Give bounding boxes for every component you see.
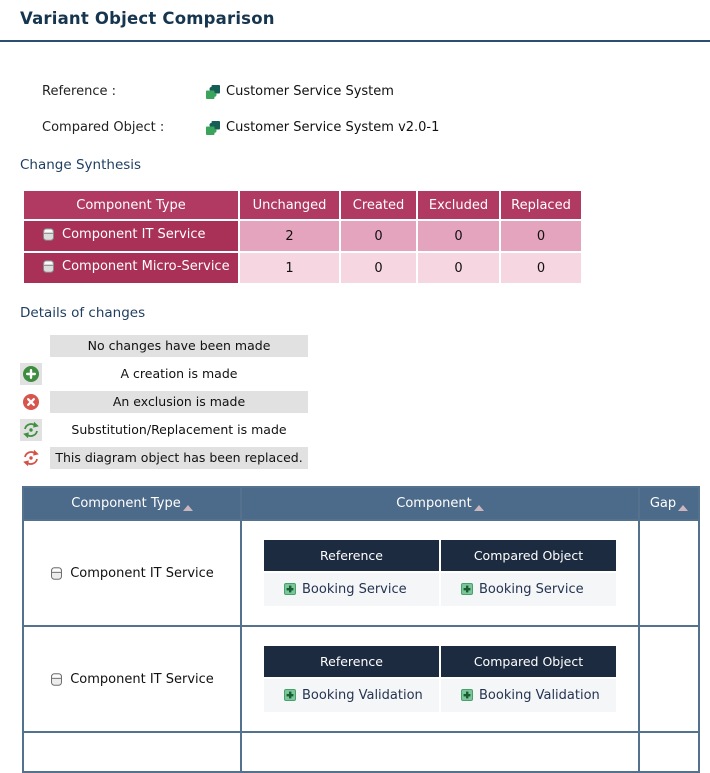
comparison-header-row xyxy=(23,487,699,520)
synth-col-created: Created xyxy=(341,191,416,219)
reference-subheader: Reference xyxy=(264,540,439,571)
reference-subheader: Reference xyxy=(264,646,439,677)
change-synthesis-heading: Change Synthesis xyxy=(20,157,142,173)
row-type-label: Component IT Service xyxy=(70,671,214,687)
excluded-count: 0 xyxy=(418,253,499,283)
legend-label: Substitution/Replacement is made xyxy=(71,422,287,437)
excluded-count: 0 xyxy=(418,221,499,251)
unchanged-count: 1 xyxy=(240,253,339,283)
table-row xyxy=(23,732,699,772)
compared-object-name: Booking Validation xyxy=(479,687,600,703)
list-item xyxy=(20,447,710,469)
sort-component-type-header[interactable]: Component Type xyxy=(23,487,241,520)
table-row xyxy=(23,626,699,732)
compared-object-subheader: Compared Object xyxy=(441,540,616,571)
row-type-label: Component IT Service xyxy=(62,227,206,242)
reference-object-name: Booking Validation xyxy=(302,687,423,703)
comparison-table xyxy=(22,486,700,773)
replaced-count: 0 xyxy=(501,221,581,251)
ref-compared-subtable xyxy=(262,538,618,608)
created-count: 0 xyxy=(341,221,416,251)
created-count: 0 xyxy=(341,253,416,283)
sort-up-icon xyxy=(678,505,688,511)
title-bar xyxy=(0,0,710,42)
sort-up-icon xyxy=(183,505,193,511)
change-synthesis-table xyxy=(22,189,583,285)
replace-red-icon xyxy=(20,447,42,469)
compared-object-subheader: Compared Object xyxy=(441,646,616,677)
variant-object-icon xyxy=(205,84,221,100)
gap-cell xyxy=(639,520,699,626)
service-object-icon xyxy=(461,583,473,595)
legend-label: No changes have been made xyxy=(50,335,308,357)
synth-col-excluded: Excluded xyxy=(418,191,499,219)
variant-object-icon xyxy=(205,120,221,136)
reference-row xyxy=(42,82,710,101)
change-legend xyxy=(20,335,710,469)
compared-object-name: Booking Service xyxy=(479,581,584,597)
component-icon xyxy=(42,260,55,273)
legend-label: An exclusion is made xyxy=(50,391,308,413)
row-type-label: Component IT Service xyxy=(70,565,214,581)
page-title: Variant Object Comparison xyxy=(20,9,275,28)
component-icon xyxy=(50,567,63,580)
legend-label: This diagram object has been replaced. xyxy=(50,447,308,469)
component-icon xyxy=(50,673,63,686)
details-of-changes-heading: Details of changes xyxy=(20,305,146,321)
synth-col-replaced: Replaced xyxy=(501,191,581,219)
cross-circle-icon xyxy=(20,391,42,413)
compared-object-row xyxy=(42,118,710,137)
reference-object-name: Booking Service xyxy=(302,581,407,597)
plus-circle-icon xyxy=(20,363,42,385)
unchanged-count: 2 xyxy=(240,221,339,251)
synth-col-unchanged: Unchanged xyxy=(240,191,339,219)
table-row xyxy=(23,520,699,626)
list-item xyxy=(20,363,710,385)
synth-col-component-type: Component Type xyxy=(24,191,238,219)
service-object-icon xyxy=(284,689,296,701)
compared-object-label: Compared Object : xyxy=(42,120,165,135)
ref-compared-subtable xyxy=(262,644,618,714)
sort-gap-header[interactable]: Gap xyxy=(639,487,699,520)
sort-up-icon xyxy=(474,505,484,511)
object-info xyxy=(42,82,710,137)
component-icon xyxy=(42,228,55,241)
sort-component-header[interactable]: Component xyxy=(241,487,639,520)
table-row xyxy=(24,253,581,283)
reference-label: Reference : xyxy=(42,84,116,99)
no-change-icon-cell xyxy=(20,335,42,357)
service-object-icon xyxy=(284,583,296,595)
replaced-count: 0 xyxy=(501,253,581,283)
list-item xyxy=(20,391,710,413)
list-item xyxy=(20,419,710,441)
gap-cell xyxy=(639,626,699,732)
row-type-label: Component Micro-Service xyxy=(62,259,230,274)
reference-value: Customer Service System xyxy=(226,84,394,99)
list-item xyxy=(20,335,710,357)
legend-label: A creation is made xyxy=(120,366,238,381)
table-row xyxy=(24,221,581,251)
synthesis-header-row xyxy=(24,191,581,219)
compared-object-value: Customer Service System v2.0-1 xyxy=(226,120,440,135)
service-object-icon xyxy=(461,689,473,701)
replace-green-icon xyxy=(20,419,42,441)
